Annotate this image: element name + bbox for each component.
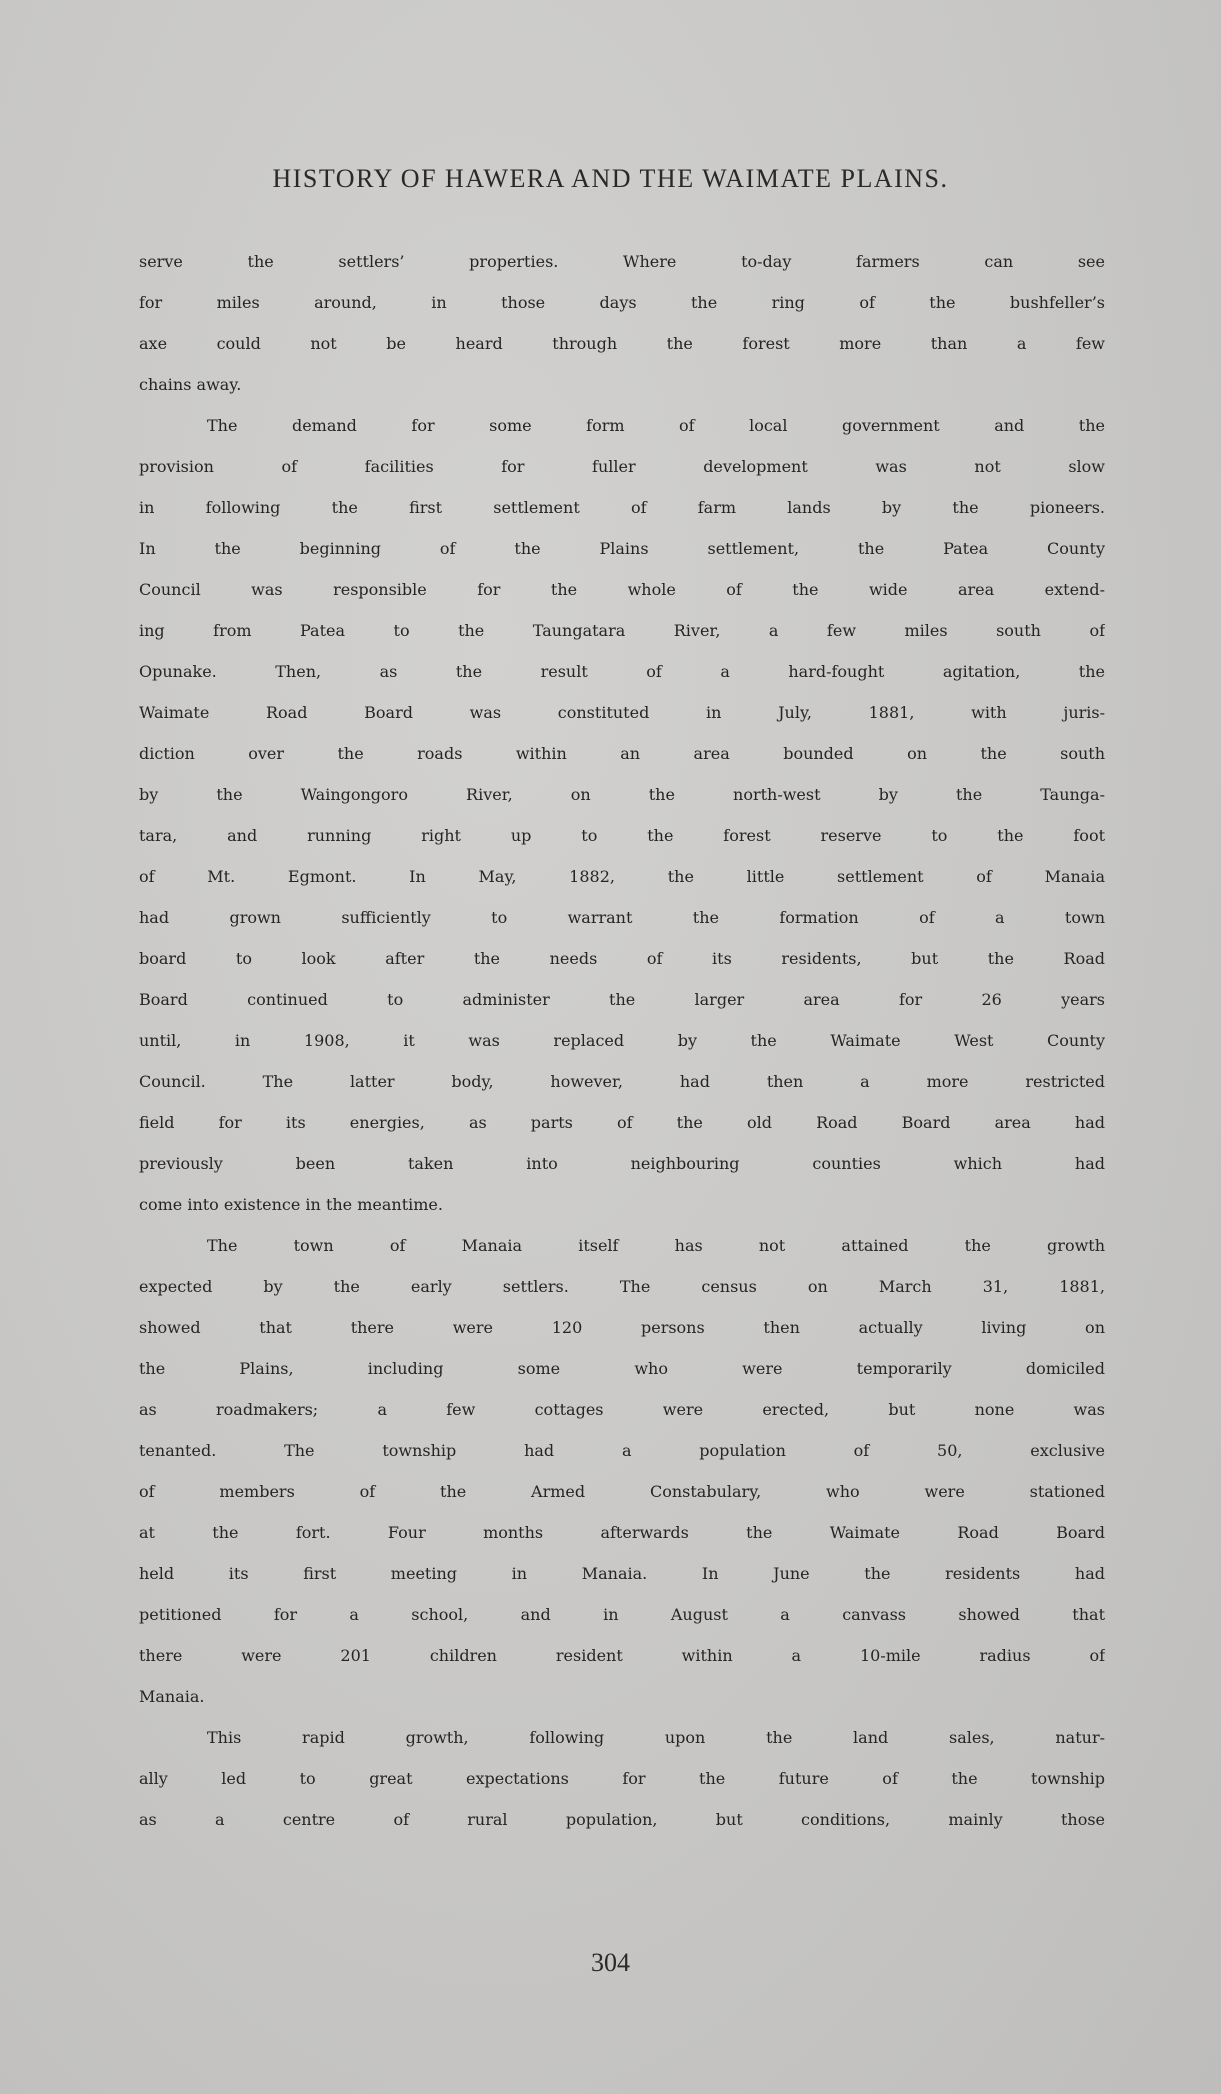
text-line: tara, and running right up to the forest reserve to the foot <box>139 826 1105 845</box>
text-line: tenanted. The township had a population of 50, exclusive <box>139 1441 1105 1460</box>
paragraph <box>139 1728 1105 1851</box>
text-line: diction over the roads within an area bounded on the south <box>139 744 1105 763</box>
text-line: until, in 1908, it was replaced by the Waimate West County <box>139 1031 1105 1050</box>
text-line: Board continued to administer the larger area for 26 years <box>139 990 1105 1009</box>
text-line: petitioned for a school, and in August a canvass showed that <box>139 1605 1105 1624</box>
text-line: ally led to great expectations for the future of the township <box>139 1769 1105 1788</box>
text-line: there were 201 children resident within a 10-mile radius of <box>139 1646 1105 1665</box>
text-line: In the beginning of the Plains settlement, the Patea County <box>139 539 1105 558</box>
text-line: The demand for some form of local government and the <box>207 416 1105 435</box>
text-line: Council was responsible for the whole of the wide area extend- <box>139 580 1105 599</box>
text-line: board to look after the needs of its residents, but the Road <box>139 949 1105 968</box>
paragraph <box>139 1236 1105 1728</box>
text-line: Opunake. Then, as the result of a hard-fought agitation, the <box>139 662 1105 681</box>
text-line: at the fort. Four months afterwards the Waimate Road Board <box>139 1523 1105 1542</box>
text-line: serve the settlers’ properties. Where to-day farmers can see <box>139 252 1105 271</box>
text-line: This rapid growth, following upon the land sales, natur- <box>207 1728 1105 1747</box>
text-line: as a centre of rural population, but conditions, mainly those <box>139 1810 1105 1829</box>
text-line: by the Waingongoro River, on the north-west by the Taunga- <box>139 785 1105 804</box>
text-line: chains away. <box>139 375 242 394</box>
text-line: Council. The latter body, however, had then a more restricted <box>139 1072 1105 1091</box>
text-line: come into existence in the meantime. <box>139 1195 443 1214</box>
paragraph <box>139 252 1105 416</box>
text-line: held its first meeting in Manaia. In June the residents had <box>139 1564 1105 1583</box>
text-line: in following the first settlement of farm lands by the pioneers. <box>139 498 1105 517</box>
text-line: for miles around, in those days the ring of the bushfeller’s <box>139 293 1105 312</box>
text-line: axe could not be heard through the forest more than a few <box>139 334 1105 353</box>
text-line: expected by the early settlers. The census on March 31, 1881, <box>139 1277 1105 1296</box>
paragraph <box>139 416 1105 1236</box>
page-number: 304 <box>591 1948 630 1977</box>
text-line: The town of Manaia itself has not attained the growth <box>207 1236 1105 1255</box>
text-line: Manaia. <box>139 1687 205 1706</box>
text-line: previously been taken into neighbouring counties which had <box>139 1154 1105 1173</box>
text-line: the Plains, including some who were temporarily domiciled <box>139 1359 1105 1378</box>
text-line: Waimate Road Board was constituted in July, 1881, with juris- <box>139 703 1105 722</box>
text-line: provision of facilities for fuller development was not slow <box>139 457 1105 476</box>
running-title: HISTORY OF HAWERA AND THE WAIMATE PLAINS. <box>272 164 949 193</box>
text-line: field for its energies, as parts of the old Road Board area had <box>139 1113 1105 1132</box>
body-text <box>139 252 1105 1851</box>
text-line: of members of the Armed Constabulary, who were stationed <box>139 1482 1105 1501</box>
text-line: as roadmakers; a few cottages were erected, but none was <box>139 1400 1105 1419</box>
text-line: had grown sufficiently to warrant the formation of a town <box>139 908 1105 927</box>
text-line: of Mt. Egmont. In May, 1882, the little settlement of Manaia <box>139 867 1105 886</box>
text-line: ing from Patea to the Taungatara River, a few miles south of <box>139 621 1105 640</box>
text-line: showed that there were 120 persons then actually living on <box>139 1318 1105 1337</box>
